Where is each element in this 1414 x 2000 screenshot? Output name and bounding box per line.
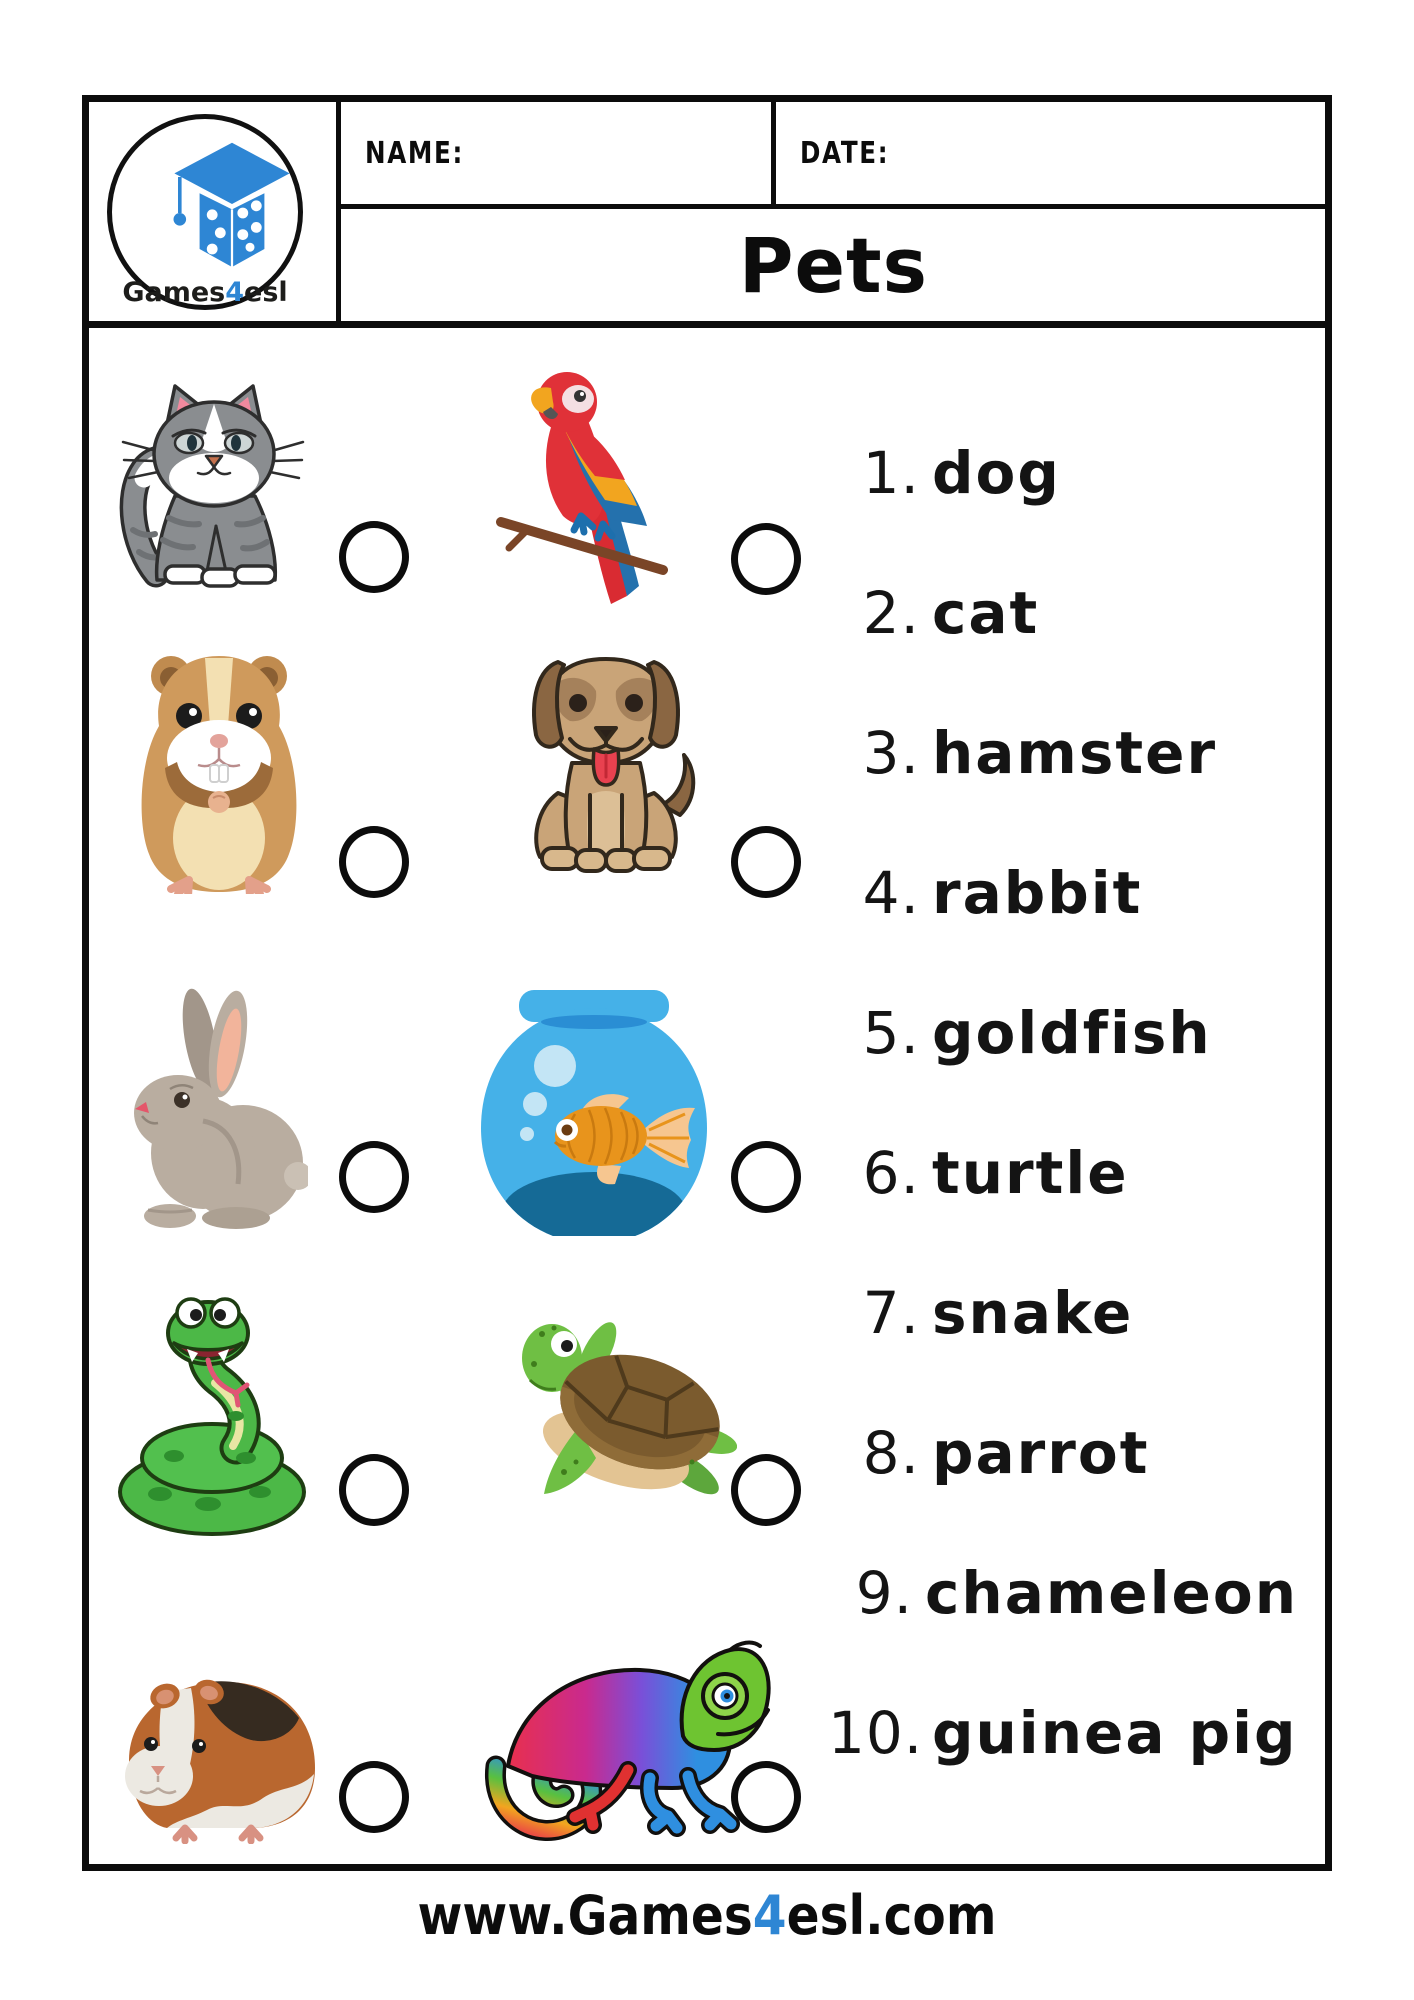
word-number: 2. bbox=[862, 579, 920, 647]
word-number: 4. bbox=[862, 859, 920, 927]
list-item bbox=[828, 683, 1298, 823]
name-date-row bbox=[341, 102, 1325, 209]
answer-circle-guinea-pig[interactable] bbox=[339, 1761, 409, 1833]
name-input-area[interactable] bbox=[486, 117, 771, 188]
turtle-image bbox=[502, 1302, 737, 1532]
word-number: 7. bbox=[862, 1279, 920, 1347]
games4esl-logo bbox=[107, 114, 303, 310]
footer-url-left: www.Games bbox=[417, 1884, 753, 1947]
word-list bbox=[828, 403, 1298, 1803]
answer-circle-hamster[interactable] bbox=[339, 826, 409, 898]
answer-circle-chameleon[interactable] bbox=[731, 1761, 801, 1833]
answer-circle-snake[interactable] bbox=[339, 1454, 409, 1526]
answer-circle-rabbit[interactable] bbox=[339, 1141, 409, 1213]
page-title: Pets bbox=[738, 220, 928, 310]
logo-cell bbox=[89, 102, 341, 321]
word-number: 9. bbox=[855, 1559, 914, 1627]
list-item bbox=[828, 1103, 1298, 1243]
list-item bbox=[828, 1663, 1298, 1803]
word-label: goldfish bbox=[932, 999, 1212, 1067]
guinea-pig-image bbox=[103, 1662, 335, 1844]
word-label: snake bbox=[932, 1279, 1134, 1347]
word-label: rabbit bbox=[932, 859, 1143, 927]
list-item bbox=[828, 543, 1298, 683]
word-number: 5. bbox=[862, 999, 920, 1067]
answer-circle-turtle[interactable] bbox=[731, 1454, 801, 1526]
word-number: 3. bbox=[862, 719, 920, 787]
logo-text-esl: esl bbox=[244, 277, 288, 308]
word-label: parrot bbox=[932, 1419, 1150, 1487]
list-item bbox=[828, 1243, 1298, 1383]
logo-text-4: 4 bbox=[225, 277, 245, 308]
logo-wordmark bbox=[112, 277, 298, 308]
dog-image bbox=[512, 645, 700, 890]
footer-url-right: esl.com bbox=[786, 1884, 997, 1947]
name-label: NAME: bbox=[365, 135, 464, 171]
parrot-image bbox=[493, 358, 678, 608]
list-item bbox=[828, 823, 1298, 963]
word-label: chameleon bbox=[925, 1559, 1298, 1627]
list-item bbox=[828, 403, 1298, 543]
logo-text-games: Games bbox=[122, 277, 226, 308]
name-cell bbox=[341, 102, 776, 204]
goldfish-bowl-image bbox=[463, 988, 725, 1246]
chameleon-image bbox=[478, 1618, 773, 1858]
title-cell bbox=[341, 209, 1325, 321]
word-label: cat bbox=[932, 579, 1040, 647]
cat-image bbox=[113, 378, 313, 596]
date-label: DATE: bbox=[800, 135, 890, 171]
hamster-image bbox=[133, 642, 305, 894]
word-label: guinea pig bbox=[932, 1699, 1298, 1767]
rabbit-image bbox=[108, 978, 308, 1230]
word-label: turtle bbox=[932, 1139, 1129, 1207]
word-label: hamster bbox=[932, 719, 1218, 787]
footer-url bbox=[71, 1884, 1344, 1947]
word-number: 10. bbox=[828, 1699, 924, 1767]
footer-url-4: 4 bbox=[752, 1884, 787, 1947]
date-cell bbox=[776, 102, 1325, 204]
header-right bbox=[341, 102, 1325, 321]
list-item bbox=[828, 963, 1298, 1103]
word-label: dog bbox=[932, 439, 1061, 507]
answer-circle-cat[interactable] bbox=[339, 521, 409, 593]
header-table bbox=[82, 95, 1332, 328]
list-item bbox=[828, 1523, 1298, 1663]
answer-circle-parrot[interactable] bbox=[731, 523, 801, 595]
word-number: 8. bbox=[862, 1419, 920, 1487]
word-number: 1. bbox=[862, 439, 920, 507]
snake-image bbox=[112, 1288, 312, 1540]
date-input-area[interactable] bbox=[909, 117, 1325, 188]
answer-circle-goldfish[interactable] bbox=[731, 1141, 801, 1213]
list-item bbox=[828, 1383, 1298, 1523]
graduation-dice-icon bbox=[167, 141, 297, 276]
word-number: 6. bbox=[862, 1139, 920, 1207]
answer-circle-dog[interactable] bbox=[731, 826, 801, 898]
